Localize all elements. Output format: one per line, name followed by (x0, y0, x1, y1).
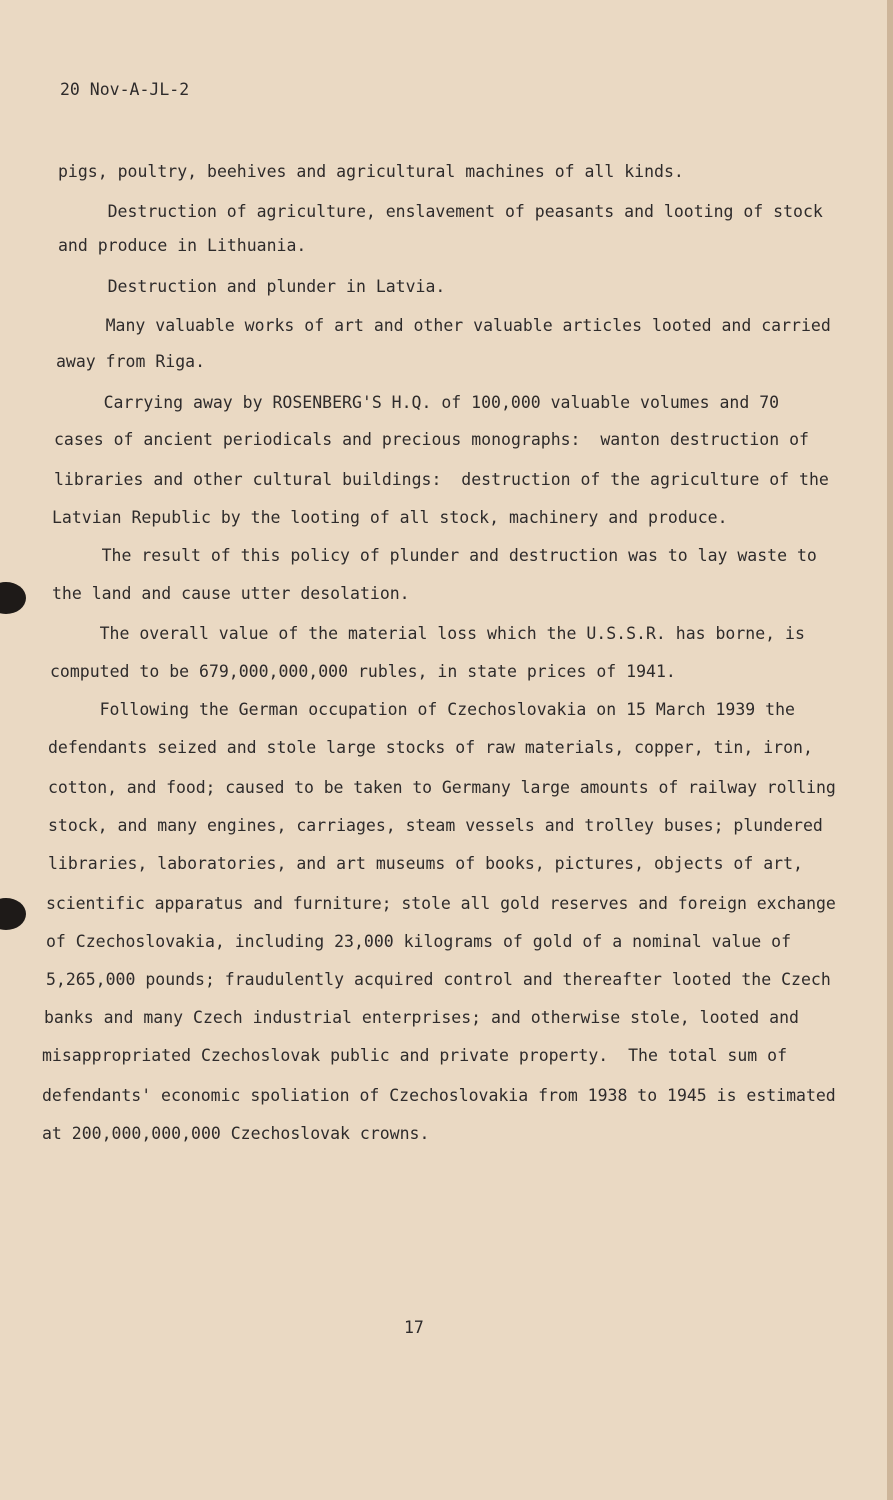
text-line: Destruction and plunder in Latvia. (48, 277, 446, 296)
text-line: misappropriated Czechoslovak public and private property. The total sum of (42, 1046, 788, 1065)
text-line: The result of this policy of plunder and destruction was to lay waste to (42, 546, 817, 565)
text-line: pigs, poultry, beehives and agricultural machines of all kinds. (58, 162, 684, 181)
text-line: defendants seized and stole large stocks of raw materials, copper, tin, iron, (48, 738, 813, 757)
text-line: computed to be 679,000,000,000 rubles, in state prices of 1941. (50, 662, 676, 681)
page-edge-shadow (887, 0, 893, 1500)
page-number: 17 (404, 1318, 424, 1337)
text-line: the land and cause utter desolation. (52, 584, 410, 603)
text-line: defendants' economic spoliation of Czechoslovakia from 1938 to 1945 is estimated (42, 1086, 836, 1105)
text-line: cases of ancient periodicals and precious monographs: wanton destruction of (54, 430, 809, 449)
text-line: Many valuable works of art and other valuable articles looted and carried (46, 316, 831, 335)
text-line: at 200,000,000,000 Czechoslovak crowns. (42, 1124, 430, 1143)
text-line: Following the German occupation of Czechoslovakia on 15 March 1939 the (40, 700, 795, 719)
document-reference-header: 20 Nov-A-JL-2 (60, 80, 190, 99)
text-line: banks and many Czech industrial enterprises; and otherwise stole, looted and (44, 1008, 799, 1027)
text-line: libraries, laboratories, and art museums of books, pictures, objects of art, (48, 854, 803, 873)
text-line: Destruction of agriculture, enslavement of peasants and looting of stock (48, 202, 823, 221)
text-line: stock, and many engines, carriages, steam vessels and trolley buses; plundered (48, 816, 823, 835)
text-line: cotton, and food; caused to be taken to Germany large amounts of railway rolling (48, 778, 836, 797)
punch-hole-lower (0, 898, 26, 930)
text-line: Latvian Republic by the looting of all stock, machinery and produce. (52, 508, 728, 527)
text-line: away from Riga. (56, 352, 206, 371)
punch-hole-upper (0, 582, 26, 614)
text-line: Carrying away by ROSENBERG'S H.Q. of 100,000 valuable volumes and 70 (44, 393, 780, 412)
text-line: scientific apparatus and furniture; stole all gold reserves and foreign exchange (46, 894, 836, 913)
text-line: The overall value of the material loss which the U.S.S.R. has borne, is (40, 624, 805, 643)
text-line: libraries and other cultural buildings: destruction of the agriculture of the (54, 470, 829, 489)
text-line: 5,265,000 pounds; fraudulently acquired control and thereafter looted the Czech (46, 970, 831, 989)
text-line: and produce in Lithuania. (58, 236, 307, 255)
text-line: of Czechoslovakia, including 23,000 kilograms of gold of a nominal value of (46, 932, 792, 951)
